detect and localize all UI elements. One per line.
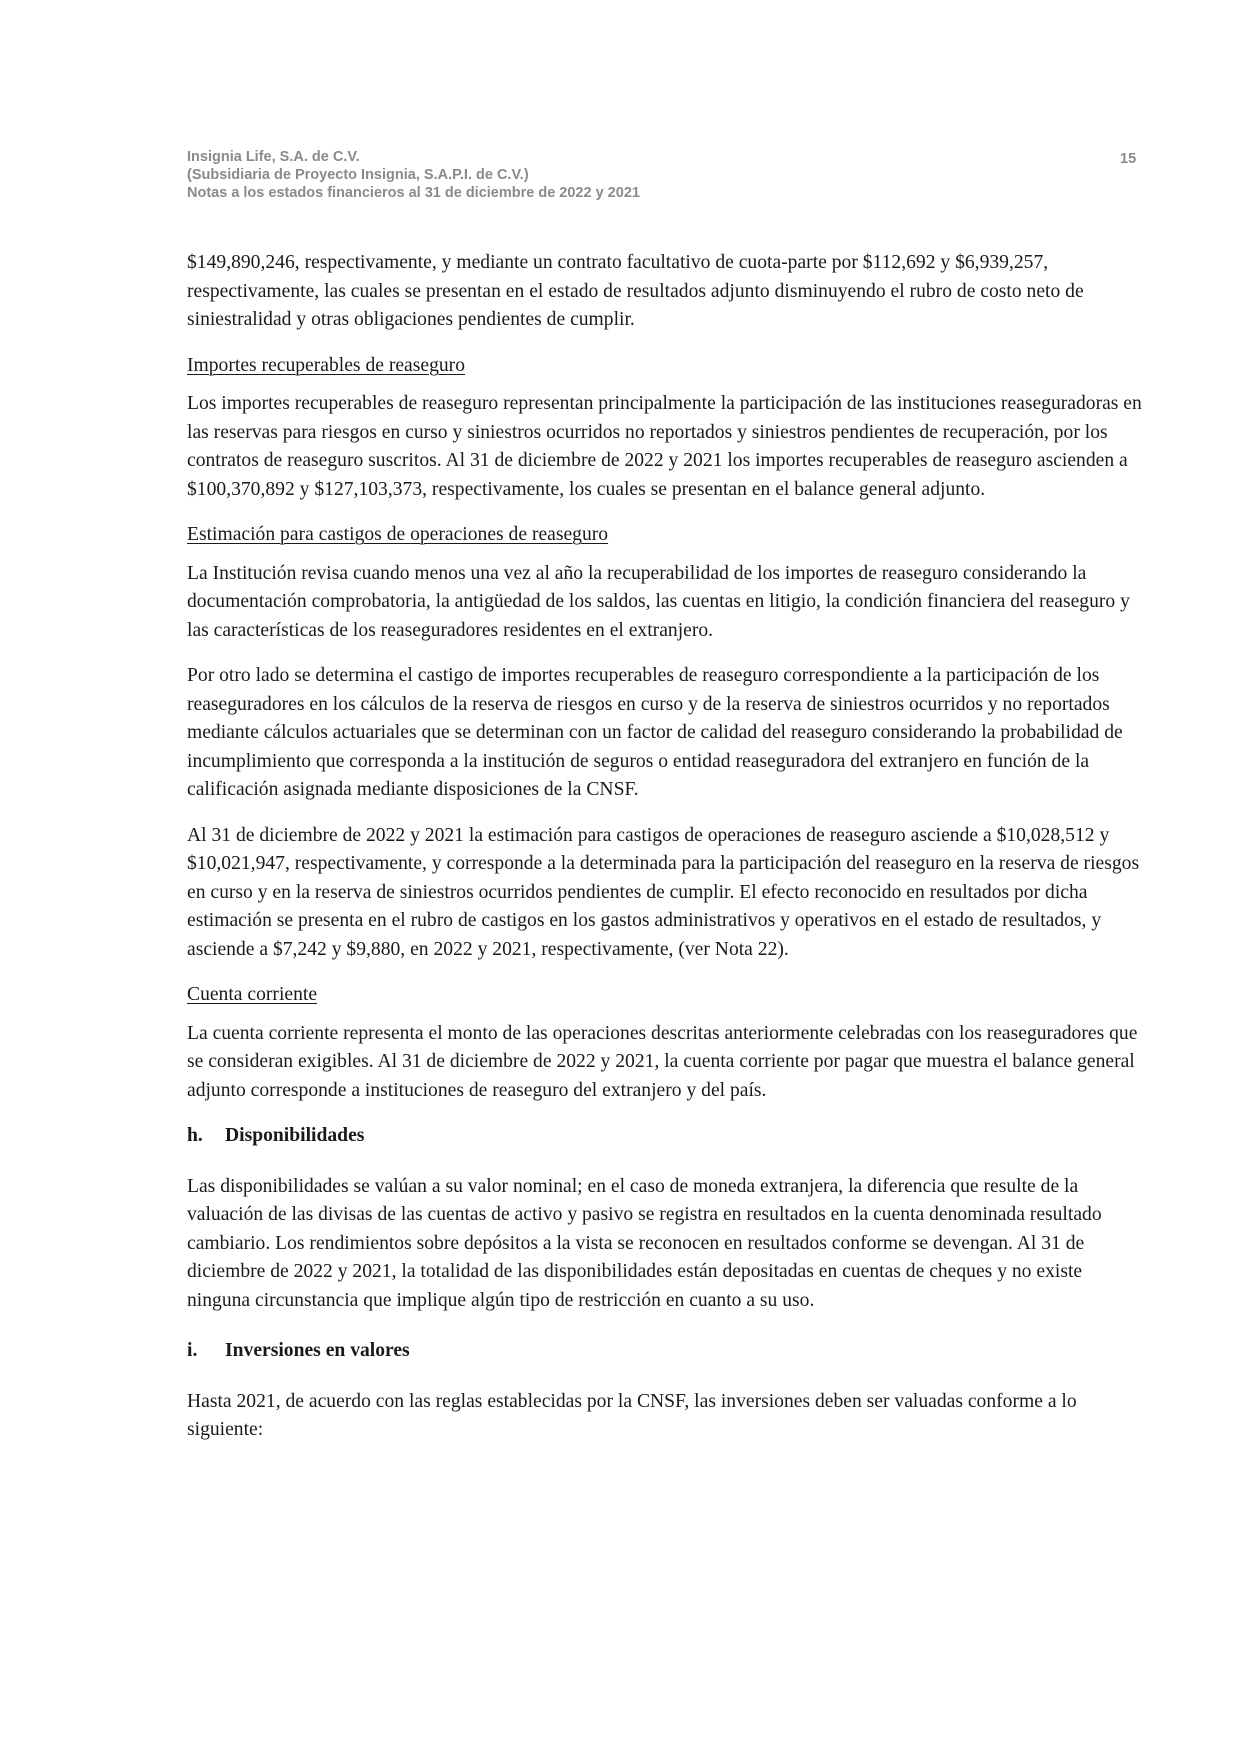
cuenta-paragraph: La cuenta corriente representa el monto de las operaciones descritas anteriormente celebradas con los reaseguradores que se consideran exigibles. Al 31 de diciembre de 2022 y 2021, la cuenta corriente por pagar que muestra el balance general adjunto corresponde a instituciones de reaseguro del extranjero y del país. — [187, 1022, 1138, 1101]
importes-subtitle: Importes recuperables de reaseguro — [187, 354, 465, 376]
page-header — [187, 148, 1087, 202]
section-title: Disponibilidades — [225, 1125, 365, 1146]
cuenta-subtitle: Cuenta corriente — [187, 984, 318, 1005]
estimacion-subtitle: Estimación para castigos de operaciones de reaseguro — [187, 524, 609, 545]
inversiones-paragraph: Hasta 2021, de acuerdo con las reglas establecidas por la CNSF, las inversiones deben ser valuadas conforme a lo siguiente: — [187, 1390, 1077, 1440]
page-number: 15 — [1120, 151, 1137, 167]
section-heading-disponibilidades — [187, 1122, 1147, 1151]
section-title: Inversiones en valores — [225, 1340, 410, 1361]
notes-title: Notas a los estados financieros al 31 de diciembre de 2022 y 2021 — [187, 185, 640, 201]
estimacion-paragraph-1: La Institución revisa cuando menos una vez al año la recuperabilidad de los importes de reaseguro considerando la documentación comprobatoria, la antigüedad de los saldos, las cuentas en litigio, la condición financiera del reaseguro y las características de los reaseguradores residentes en el extranjero. — [187, 562, 1130, 641]
section-letter: i. — [187, 1340, 198, 1361]
importes-paragraph: Los importes recuperables de reaseguro representan principalmente la participación de las instituciones reaseguradoras en las reservas para riesgos en curso y siniestros ocurridos no reportados y siniestros pendientes de recuperación, por los contratos de reaseguro suscritos. Al 31 de diciembre de 2022 y 2021 los importes recuperables de reaseguro ascienden a $100,370,892 y $127,103,373, respectivamente, los cuales se presentan en el balance general adjunto. — [187, 393, 1142, 500]
document-body — [187, 249, 1147, 1445]
intro-paragraph: $149,890,246, respectivamente, y mediante un contrato facultativo de cuota-parte por $112,692 y $6,939,257, respectivamente, las cuales se presentan en el estado de resultados adjunto disminuyendo el rubro de costo neto de siniestralidad y otras obligaciones pendientes de cumplir. — [187, 252, 1084, 330]
subsidiary-name: (Subsidiaria de Proyecto Insignia, S.A.P.I. de C.V.) — [187, 167, 529, 183]
company-name: Insignia Life, S.A. de C.V. — [187, 149, 360, 165]
section-letter: h. — [187, 1125, 203, 1146]
section-heading-inversiones — [187, 1337, 1147, 1366]
disponibilidades-paragraph: Las disponibilidades se valúan a su valor nominal; en el caso de moneda extranjera, la diferencia que resulte de la valuación de las divisas de las cuentas de activo y pasivo se registra en resultados en la cuenta denominada resultado cambiario. Los rendimientos sobre depósitos a la vista se reconocen en resultados conforme se devengan. Al 31 de diciembre de 2022 y 2021, la totalidad de las disponibilidades están depositadas en cuentas de cheques y no existe ninguna circunstancia que implique algún tipo de restricción en cuanto a su uso. — [187, 1175, 1102, 1311]
estimacion-paragraph-2: Por otro lado se determina el castigo de importes recuperables de reaseguro correspondiente a la participación de los reaseguradores en los cálculos de la reserva de riesgos en curso y de la reserva de siniestros ocurridos y no reportados mediante cálculos actuariales que se determinan con un factor de calidad del reaseguro considerando la probabilidad de incumplimiento que corresponda a la institución de seguros o entidad reaseguradora del extranjero en función de la calificación asignada mediante disposiciones de la CNSF. — [187, 665, 1123, 800]
estimacion-paragraph-3: Al 31 de diciembre de 2022 y 2021 la estimación para castigos de operaciones de reaseguro asciende a $10,028,512 y $10,021,947, respectivamente, y corresponde a la determinada para la participación del reaseguro en la reserva de riesgos en curso y en la reserva de siniestros ocurridos pendientes de cumplir. El efecto reconocido en resultados por dicha estimación se presenta en el rubro de castigos en los gastos administrativos y operativos en el estado de resultados, y asciende a $7,242 y $9,880, en 2022 y 2021, respectivamente, (ver Nota 22). — [187, 824, 1140, 960]
